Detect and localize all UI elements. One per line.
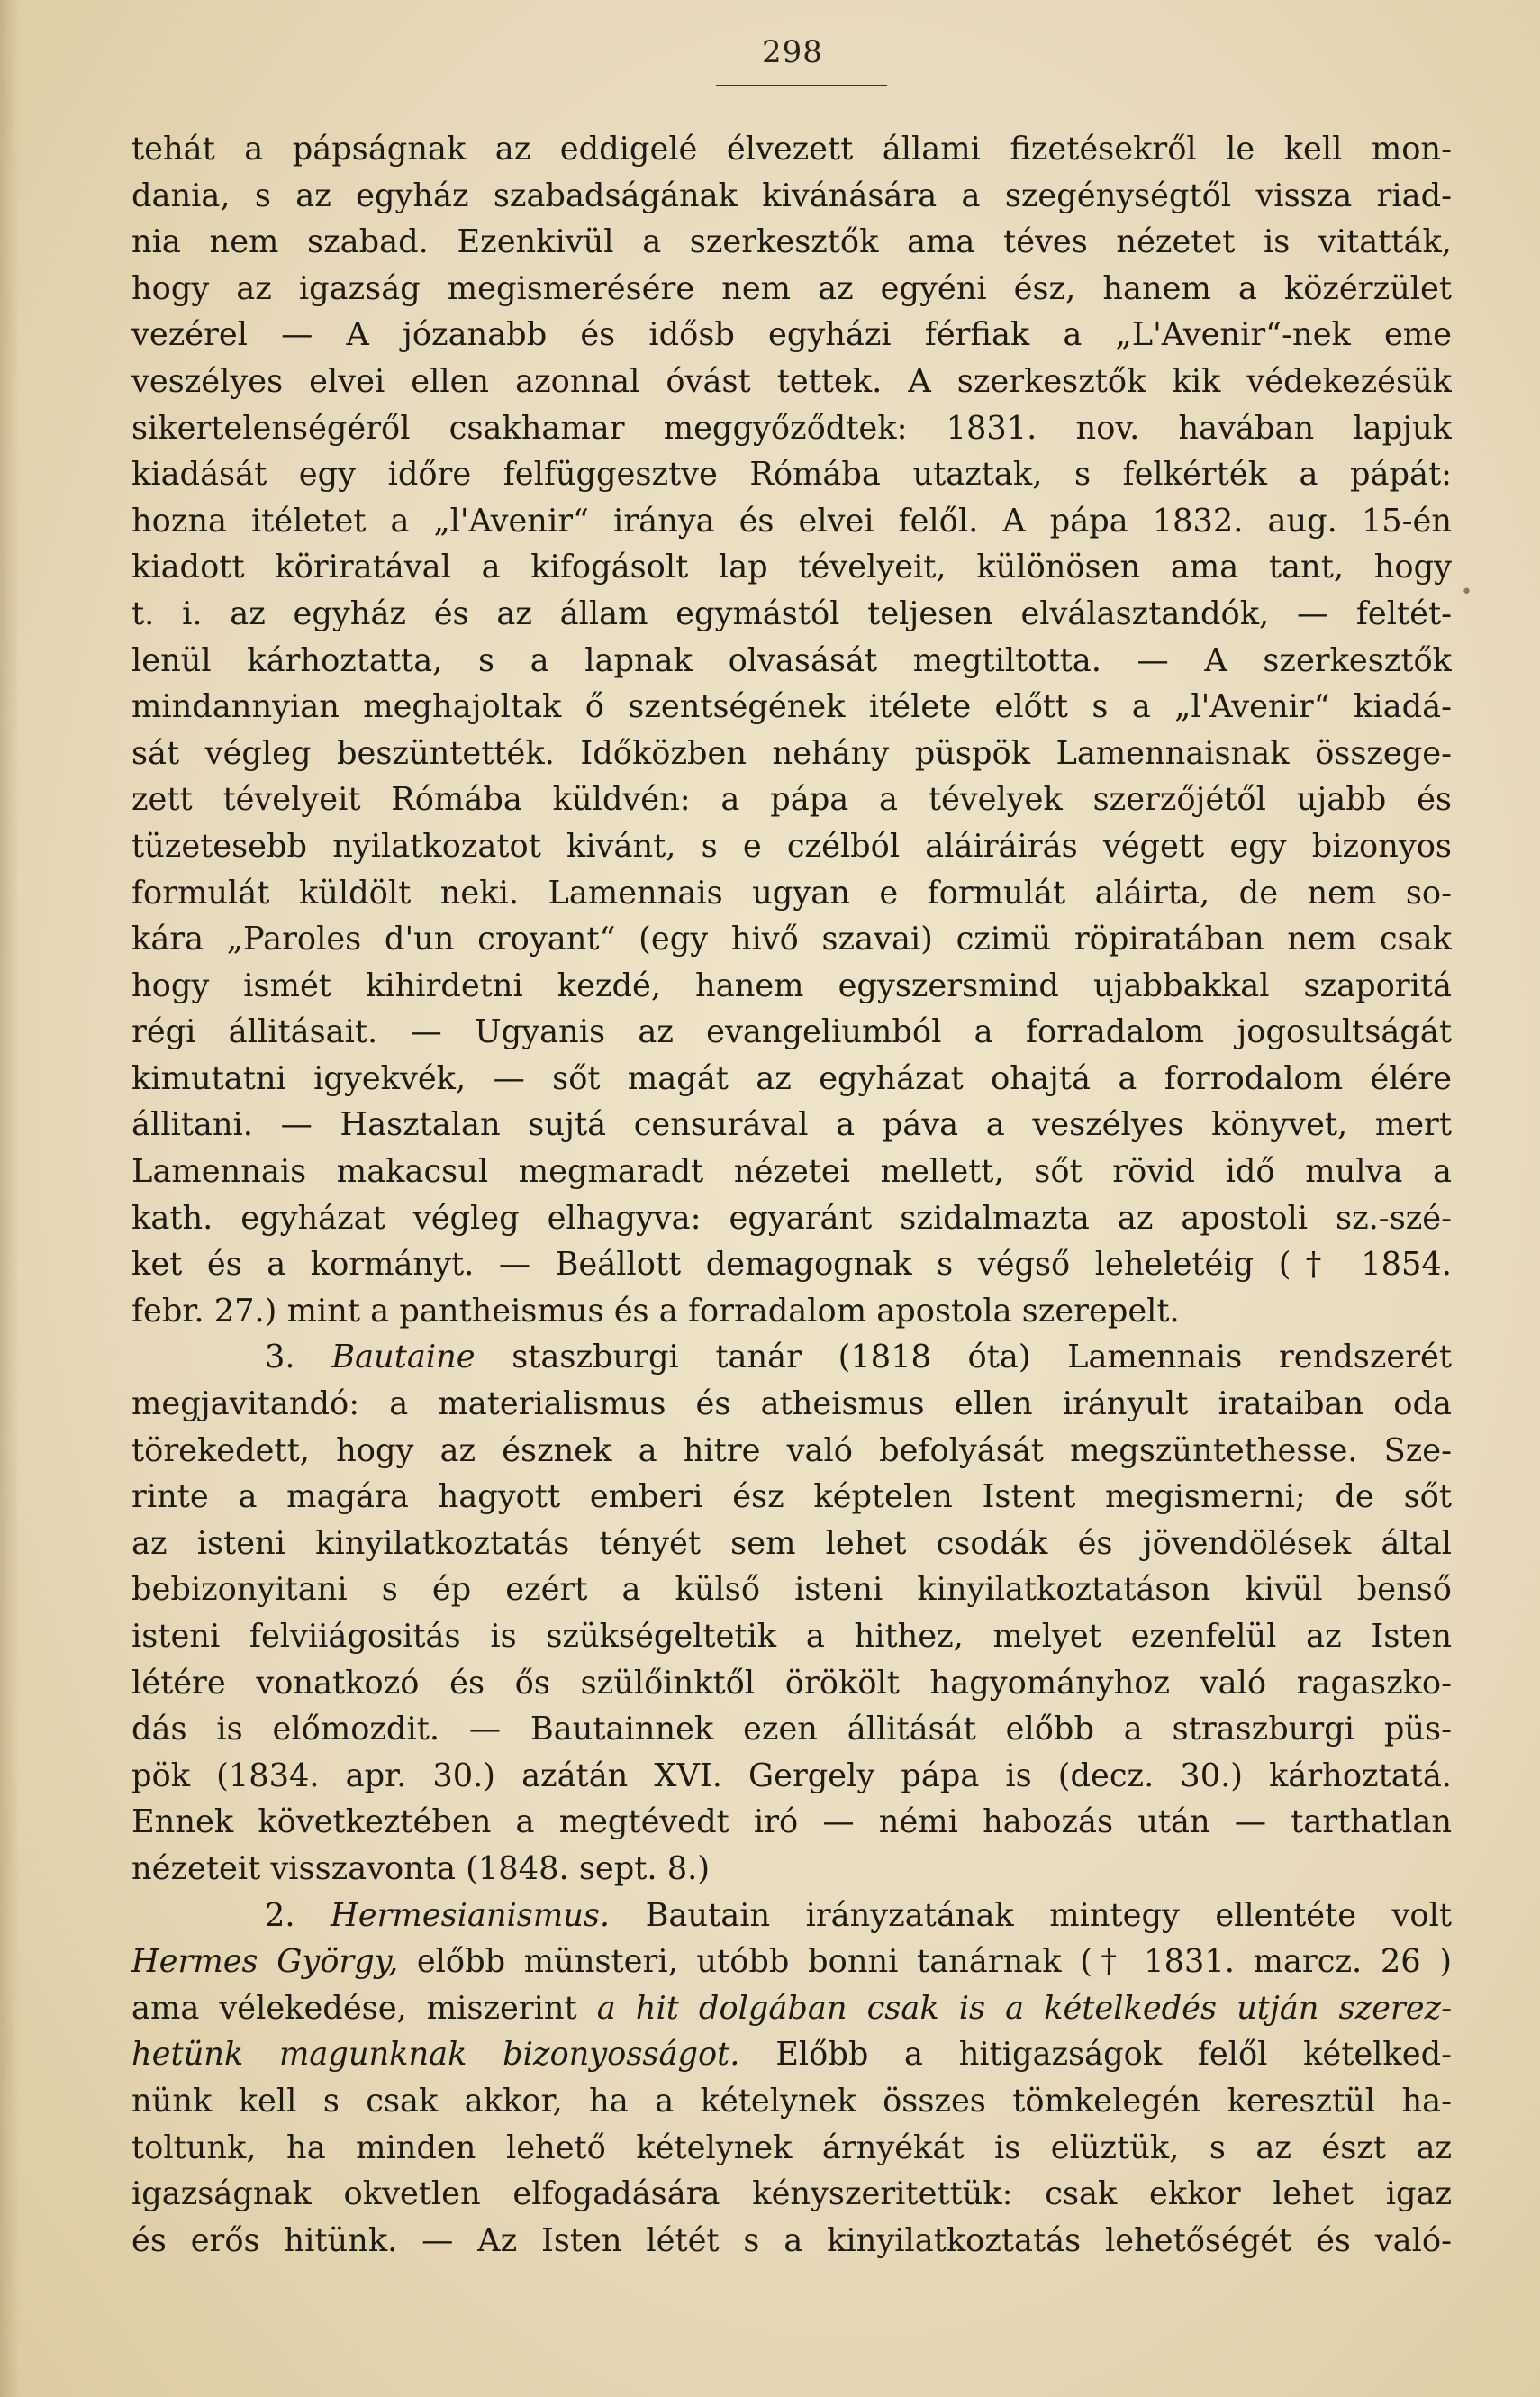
page-number: 298 [762, 34, 823, 70]
text-segment: Előbb a hitigazságok felől kételked- [739, 2036, 1452, 2074]
text-segment: nézeteit visszavonta (1848. sept. 8.) [131, 1849, 711, 1887]
text-segment: sikertelenségéről csakhamar meggyőződtek: 1831. nov. havában lapjuk [131, 409, 1452, 447]
text-segment: az isteni kinyilatkoztatás tényét sem lehet csodák és jövendölések által [131, 1524, 1452, 1562]
text-segment: kiadását egy időre felfüggesztve Rómába utaztak, s felkérték a pápát: [131, 456, 1452, 494]
text-segment: ama vélekedése, miszerint [131, 1989, 597, 2027]
text-segment: t. i. az egyház és az állam egymástól teljesen elválasztandók, — feltét- [131, 595, 1452, 632]
text-line [131, 591, 1452, 638]
text-segment: kimutatni igyekvék, — sőt magát az egyházat ohajtá a forrodalom élére [131, 1059, 1452, 1097]
text-segment: sát végleg beszüntették. Időközben nehány püspök Lamennaisnak összege- [131, 734, 1452, 772]
text-line [131, 2078, 1452, 2125]
text-segment: mindannyian meghajoltak ő szentségének itélete előtt s a „l'Avenir“ kiadá- [131, 688, 1452, 726]
text-segment: állitani. — Hasztalan sujtá censurával a páva a veszélyes könyvet, mert [131, 1106, 1452, 1144]
text-line [131, 359, 1452, 405]
text-line [131, 776, 1452, 823]
text-segment: nia nem szabad. Ezenkivül a szerkesztők ama téves nézetet is vitatták, [131, 223, 1452, 261]
text-segment: tüzetesebb nyilatkozatot kivánt, s e czélból aláiráirás végett egy bizonyos [131, 827, 1452, 865]
text-line [131, 1149, 1452, 1195]
text-line [131, 126, 1452, 173]
italic-text: Hermesianismus. [331, 1896, 611, 1934]
text-line [131, 1660, 1452, 1707]
text-segment: nünk kell s csak akkor, ha a kételynek összes tömkelegén keresztül ha- [131, 2082, 1452, 2120]
text-segment: toltunk, ha minden lehető kételynek árnyékát is elüztük, s az észt az [131, 2129, 1452, 2166]
text-line [131, 266, 1452, 313]
text-line [131, 405, 1452, 452]
italic-text: Bautaine [331, 1339, 476, 1376]
text-segment: 2. [265, 1896, 331, 1934]
text-segment: staszburgi tanár (1818 óta) Lamennais rendszerét [475, 1339, 1452, 1376]
text-segment: Lamennais makacsul megmaradt nézetei mellett, sőt rövid idő mulva a [131, 1153, 1452, 1191]
text-line [131, 1381, 1452, 1428]
text-line [131, 1846, 1452, 1893]
text-segment: hozna itéletet a „l'Avenir“ iránya és elvei felől. A pápa 1832. aug. 15-én [131, 502, 1452, 540]
text-line [131, 219, 1452, 266]
text-line [131, 1056, 1452, 1103]
text-segment: hogy az igazság megismerésére nem az egyéni ész, hanem a közérzület [131, 269, 1452, 307]
text-line [131, 2031, 1452, 2078]
text-segment: veszélyes elvei ellen azonnal óvást tettek. A szerkesztők kik védekezésük [131, 362, 1452, 400]
text-line [131, 1334, 1452, 1381]
text-line [131, 173, 1452, 220]
header-rule [716, 85, 887, 86]
italic-text: a hit dolgában csak is a kételkedés utján szerez- [596, 1989, 1452, 2027]
text-segment: formulát küldölt neki. Lamennais ugyan e formulát aláirta, de nem so- [131, 874, 1452, 912]
text-line [131, 916, 1452, 963]
text-line [131, 1428, 1452, 1475]
text-line [131, 1893, 1452, 1939]
text-line [131, 1985, 1452, 2032]
text-segment: kath. egyházat végleg elhagyva: egyaránt szidalmazta az apostoli sz.-szé- [131, 1199, 1452, 1237]
text-segment: igazságnak okvetlen elfogadására kényszeritettük: csak ekkor lehet igaz [131, 2175, 1452, 2213]
text-segment: dania, s az egyház szabadságának kivánására a szegénységtől vissza riad- [131, 177, 1452, 214]
text-line [131, 1799, 1452, 1846]
text-line [131, 544, 1452, 591]
text-segment: régi állitásait. — Ugyanis az evangeliumból a forradalom jogosultságát [131, 1013, 1452, 1051]
text-segment: megjavitandó: a materialismus és atheismus ellen irányult irataiban oda [131, 1385, 1452, 1423]
text-line [131, 870, 1452, 917]
margin-mark: • [1461, 581, 1472, 604]
text-line [131, 731, 1452, 777]
text-line [131, 1753, 1452, 1800]
text-segment: rinte a magára hagyott emberi ész képtelen Istent megismerni; de sőt [131, 1478, 1452, 1516]
text-segment: ket és a kormányt. — Beállott demagognak s végső leheletéig († 1854. [131, 1246, 1452, 1284]
text-segment: 3. [265, 1339, 332, 1376]
text-segment: vezérel — A józanabb és idősb egyházi férfiak a „L'Avenir“-nek eme [131, 316, 1452, 354]
text-line [131, 451, 1452, 498]
text-line [131, 1566, 1452, 1613]
italic-text: hetünk magunknak bizonyosságot. [131, 2036, 740, 2074]
text-line [131, 1474, 1452, 1521]
text-line [131, 1938, 1452, 1985]
text-segment: bebizonyitani s ép ezért a külső isteni kinyilatkoztatáson kivül benső [131, 1571, 1452, 1609]
text-line [131, 498, 1452, 545]
body-text [131, 126, 1452, 2360]
text-line [131, 1195, 1452, 1242]
text-line [131, 1706, 1452, 1753]
text-segment: és erős hitünk. — Az Isten létét s a kinyilatkoztatás lehetőségét és való- [131, 2221, 1452, 2259]
text-segment: kára „Paroles d'un croyant“ (egy hivő szavai) czimü röpiratában nem csak [131, 921, 1452, 958]
text-segment: Bautain irányzatának mintegy ellentéte volt [610, 1896, 1452, 1934]
text-segment: törekedett, hogy az észnek a hitre való befolyását megszüntethesse. Sze- [131, 1431, 1452, 1469]
text-segment: létére vonatkozó és ős szülőinktől örökölt hagyományhoz való ragaszko- [131, 1664, 1452, 1702]
text-segment: isteni felviiágositás is szükségeltetik a hithez, melyet ezenfelül az Isten [131, 1618, 1452, 1655]
text-line [131, 1009, 1452, 1056]
text-segment: lenül kárhoztatta, s a lapnak olvasását megtiltotta. — A szerkesztők [131, 641, 1452, 679]
text-line [131, 2171, 1452, 2218]
text-segment: hogy ismét kihirdetni kezdé, hanem egyszersmind ujabbakkal szaporitá [131, 967, 1452, 1004]
text-segment: Ennek következtében a megtévedt iró — némi habozás után — tarthatlan [131, 1803, 1452, 1841]
text-line [131, 1102, 1452, 1149]
text-line [131, 312, 1452, 359]
text-line [131, 684, 1452, 731]
text-line [131, 823, 1452, 870]
text-segment: tehát a pápságnak az eddigelé élvezett állami fizetésekről le kell mon- [131, 131, 1452, 168]
text-segment: kiadott köriratával a kifogásolt lap tévelyeit, különösen ama tant, hogy [131, 549, 1452, 586]
text-line [131, 1288, 1452, 1335]
text-line [131, 638, 1452, 685]
text-line [131, 963, 1452, 1010]
text-line [131, 2218, 1452, 2265]
text-segment: zett tévelyeit Rómába küldvén: a pápa a tévelyek szerzőjétől ujabb és [131, 781, 1452, 819]
text-line [131, 1241, 1452, 1288]
text-line [131, 1613, 1452, 1660]
text-segment: dás is előmozdit. — Bautainnek ezen állitását előbb a straszburgi püs- [131, 1711, 1452, 1748]
text-segment: febr. 27.) mint a pantheismus és a forradalom apostola szerepelt. [131, 1292, 1180, 1330]
italic-text: Hermes György, [131, 1943, 399, 1981]
page-edge-shadow [0, 0, 20, 2397]
text-segment: előbb münsteri, utóbb bonni tanárnak († 1831. marcz. 26 ) [398, 1943, 1452, 1981]
text-line [131, 1521, 1452, 1567]
text-line [131, 2125, 1452, 2172]
text-segment: pök (1834. apr. 30.) azátán XVI. Gergely pápa is (decz. 30.) kárhoztatá. [131, 1757, 1452, 1794]
